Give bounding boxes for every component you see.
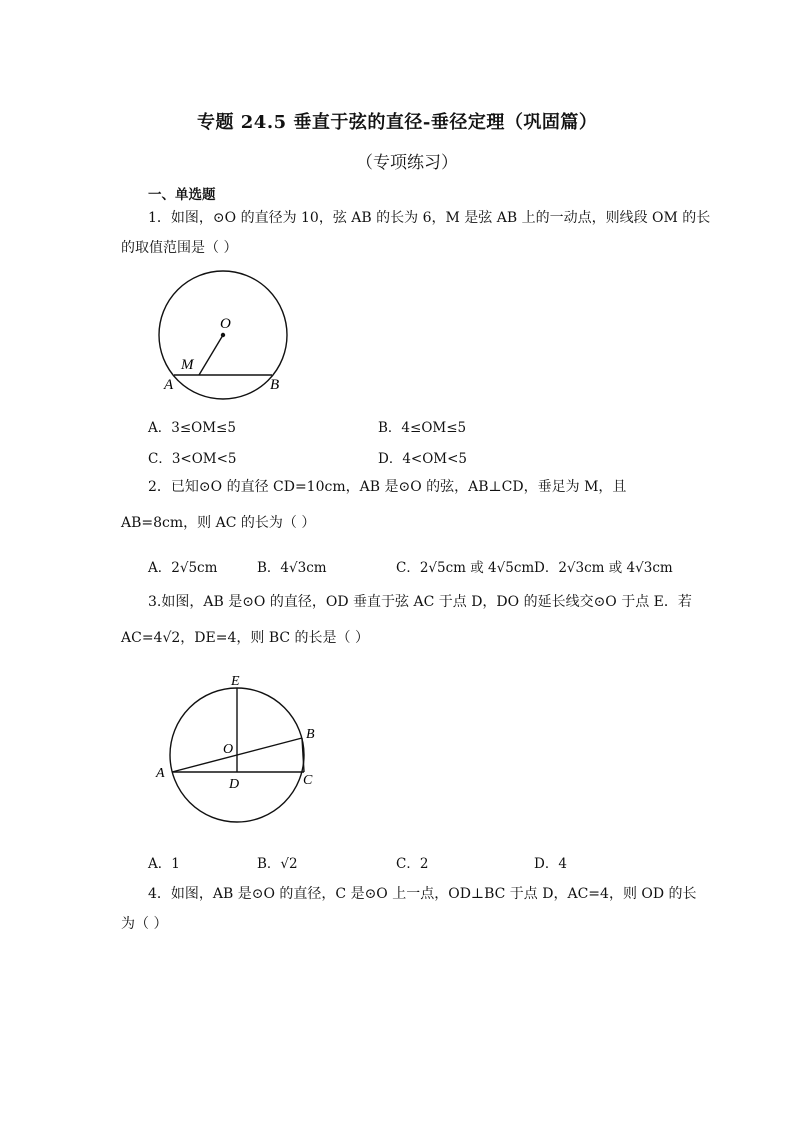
q4-text-line2: 为（ ） bbox=[121, 916, 168, 932]
q2-option-a: A．2√5cm bbox=[148, 560, 218, 576]
q3-option-c: C．2 bbox=[396, 856, 429, 872]
q1-text-line1: 1．如图，⊙O 的直径为 10，弦 AB 的长为 6，M 是弦 AB 上的一动点，则线段 OM 的长 bbox=[148, 210, 711, 226]
page-title: 专题 24.5 垂直于弦的直径-垂径定理（巩固篇） bbox=[197, 112, 598, 133]
q1-option-a: A．3≤OM≤5 bbox=[148, 420, 236, 436]
q1-segment-om bbox=[199, 335, 223, 375]
q3-text-line1: 3.如图，AB 是⊙O 的直径，OD 垂直于弦 AC 于点 D，DO 的延长线交⊙O 于点 E．若 bbox=[148, 594, 692, 610]
q2-option-d: D．2√3cm 或 4√3cm bbox=[534, 560, 673, 576]
page-subtitle: （专项练习） bbox=[356, 153, 458, 173]
q1-text-line2: 的取值范围是（ ） bbox=[121, 240, 238, 256]
q1-option-b: B．4≤OM≤5 bbox=[378, 420, 467, 436]
q1-figure bbox=[150, 262, 300, 402]
q3-option-b: B．√2 bbox=[257, 856, 298, 872]
q1-label-o: O bbox=[220, 316, 231, 332]
q2-option-b: B．4√3cm bbox=[257, 560, 327, 576]
q3-label-d: D bbox=[229, 777, 240, 792]
q4-text-line1: 4．如图，AB 是⊙O 的直径，C 是⊙O 上一点，OD⊥BC 于点 D，AC=4，则 OD 的长 bbox=[148, 886, 697, 902]
q2-option-c: C．2√5cm 或 4√5cm bbox=[396, 560, 535, 576]
q3-figure bbox=[150, 668, 330, 848]
q3-label-c: C bbox=[303, 773, 313, 788]
q2-text-line1: 2．已知⊙O 的直径 CD=10cm，AB 是⊙O 的弦，AB⊥CD，垂足为 M，且 bbox=[148, 479, 627, 495]
q1-label-a: A bbox=[164, 377, 174, 393]
q3-label-a: A bbox=[156, 766, 165, 781]
q3-label-b: B bbox=[306, 727, 315, 742]
q3-label-e: E bbox=[231, 674, 240, 689]
q1-center-dot bbox=[221, 333, 225, 337]
q1-option-c: C．3<OM<5 bbox=[148, 451, 237, 467]
section-heading: 一、单选题 bbox=[148, 187, 216, 203]
q3-option-d: D．4 bbox=[534, 856, 567, 872]
q1-label-m: M bbox=[181, 357, 194, 373]
q3-option-a: A．1 bbox=[148, 856, 180, 872]
q1-label-b: B bbox=[270, 377, 280, 393]
q3-text-line2: AC=4√2，DE=4，则 BC 的长是（ ） bbox=[121, 630, 369, 646]
q2-text-line2: AB=8cm，则 AC 的长为（ ） bbox=[121, 515, 316, 531]
q1-option-d: D．4<OM<5 bbox=[378, 451, 468, 467]
q3-label-o: O bbox=[223, 742, 234, 757]
